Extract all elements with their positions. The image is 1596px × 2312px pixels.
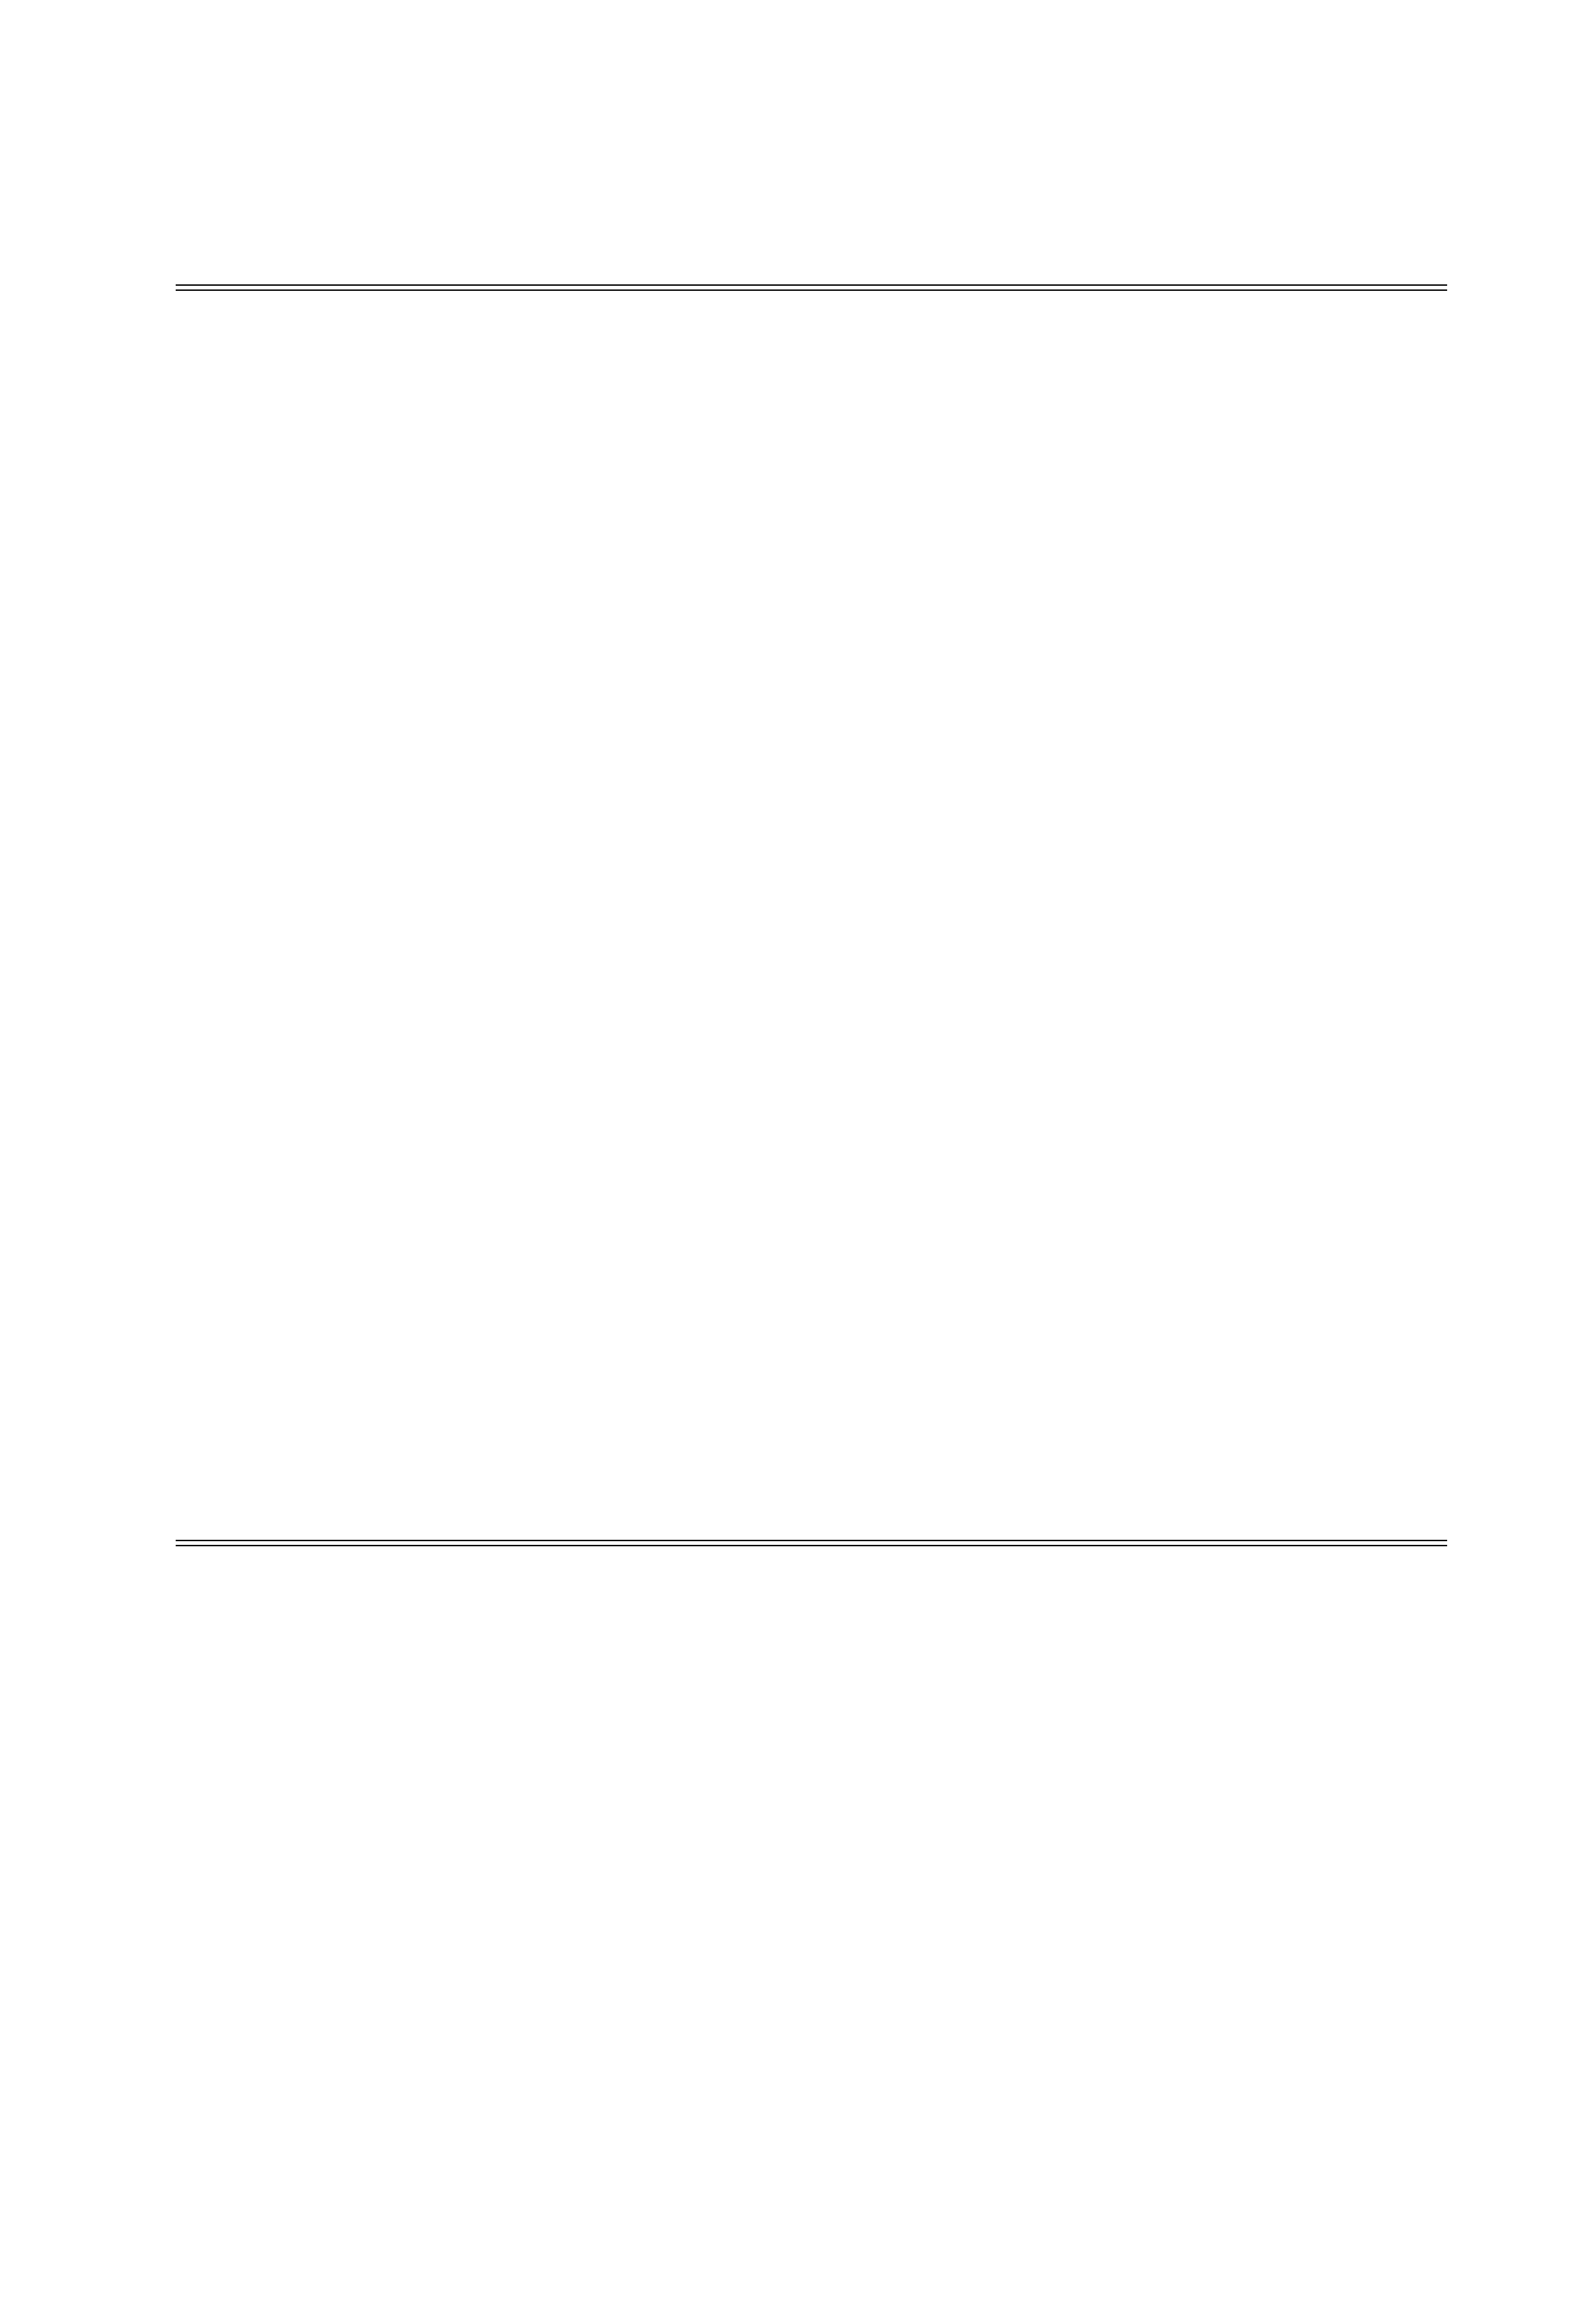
page-header (0, 0, 1596, 139)
title-rule (176, 284, 1447, 291)
licenses-title-rule (176, 1540, 1447, 1546)
